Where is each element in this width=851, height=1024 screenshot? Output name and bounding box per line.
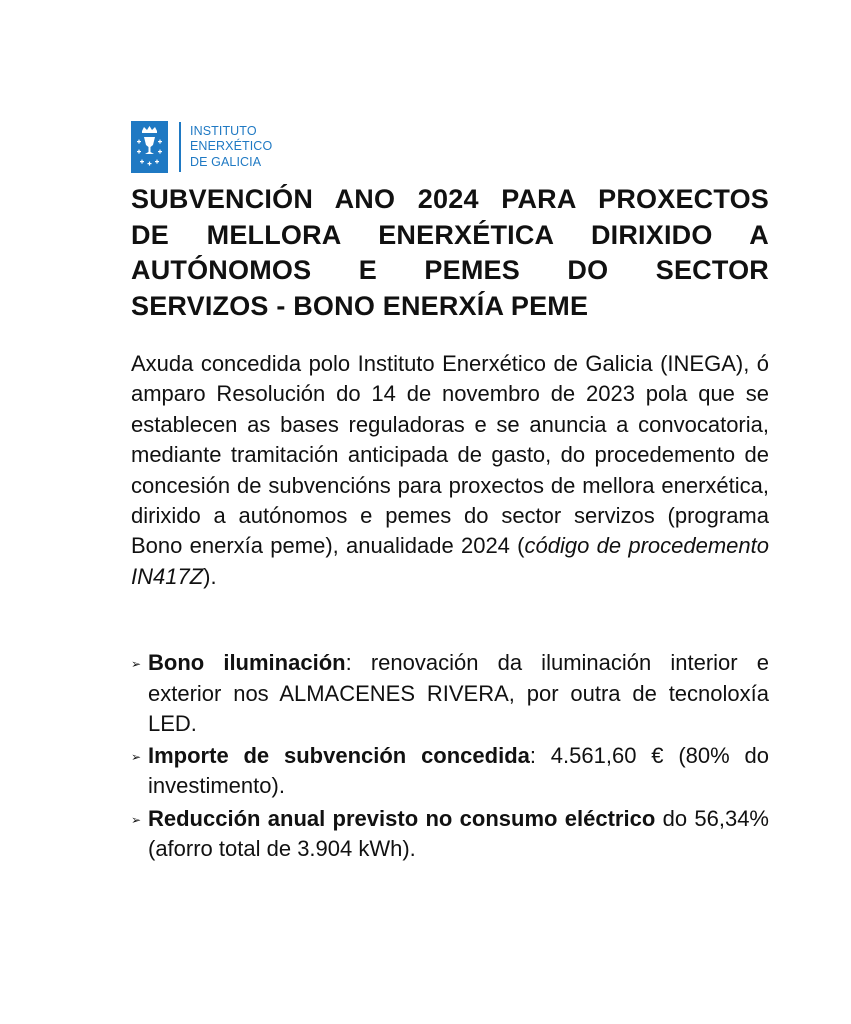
logo-line-2: ENERXÉTICO (190, 139, 273, 154)
logo-text (190, 124, 272, 171)
logo-line-1: INSTITUTO (190, 123, 257, 138)
logo-divider (179, 122, 181, 172)
bullet-detail: do 56,34% (aforro total de 3.904 kWh). (148, 805, 769, 862)
title-line-4: SERVIZOS - BONO ENERXÍA PEME (131, 290, 589, 321)
paragraph-end: ). (203, 563, 217, 589)
bullet-heading: Bono iluminación (148, 650, 346, 676)
bullet-heading: Reducción anual previsto no consumo eléctrico (148, 805, 656, 831)
bullet-list (131, 648, 769, 864)
arrow-bullet-icon: ➢ (131, 750, 142, 765)
list-item (131, 804, 769, 865)
bullet-heading: Importe de subvención concedida (148, 743, 530, 769)
bullet-detail: : renovación da iluminación interior e exterior nos ALMACENES RIVERA, por outra de tecnoloxía LED. (148, 650, 769, 736)
bullet-text (148, 741, 769, 802)
arrow-bullet-icon: ➢ (131, 812, 142, 827)
galicia-crest-icon (131, 121, 168, 173)
bullet-detail: : 4.561,60 € (80% do investimento). (148, 743, 769, 799)
procedure-code: código de procedemento IN417Z (131, 533, 770, 589)
bullet-text (148, 648, 769, 739)
title-line-3: AUTÓNOMOS E PEMES DO SECTOR (131, 255, 769, 285)
bullet-text (148, 804, 769, 865)
paragraph-text: Axuda concedida polo Instituto Enerxético de Galicia (INEGA), ó amparo Resolución do 14 de novembro de 2023 pola que se establecen as bases reguladoras e se anuncia a convocatoria, mediante tramitación anticipada de gasto, do procedemento de concesión de subvencións para proxectos de mellora enerxética, dirixido a autónomos e pemes do sector servizos (programa Bono enerxía peme), anualidade 2024 ( (131, 351, 769, 559)
title-line-1: SUBVENCIÓN ANO 2024 PARA PROXECTOS (131, 184, 769, 214)
document-page (131, 120, 769, 866)
page-title (131, 182, 769, 324)
inega-logo (131, 120, 769, 174)
arrow-bullet-icon: ➢ (131, 657, 142, 672)
logo-line-3: DE GALICIA (190, 154, 262, 169)
title-line-2: DE MELLORA ENERXÉTICA DIRIXIDO A (131, 219, 769, 250)
list-item (131, 648, 769, 739)
list-item (131, 741, 769, 802)
description-paragraph (131, 349, 769, 592)
